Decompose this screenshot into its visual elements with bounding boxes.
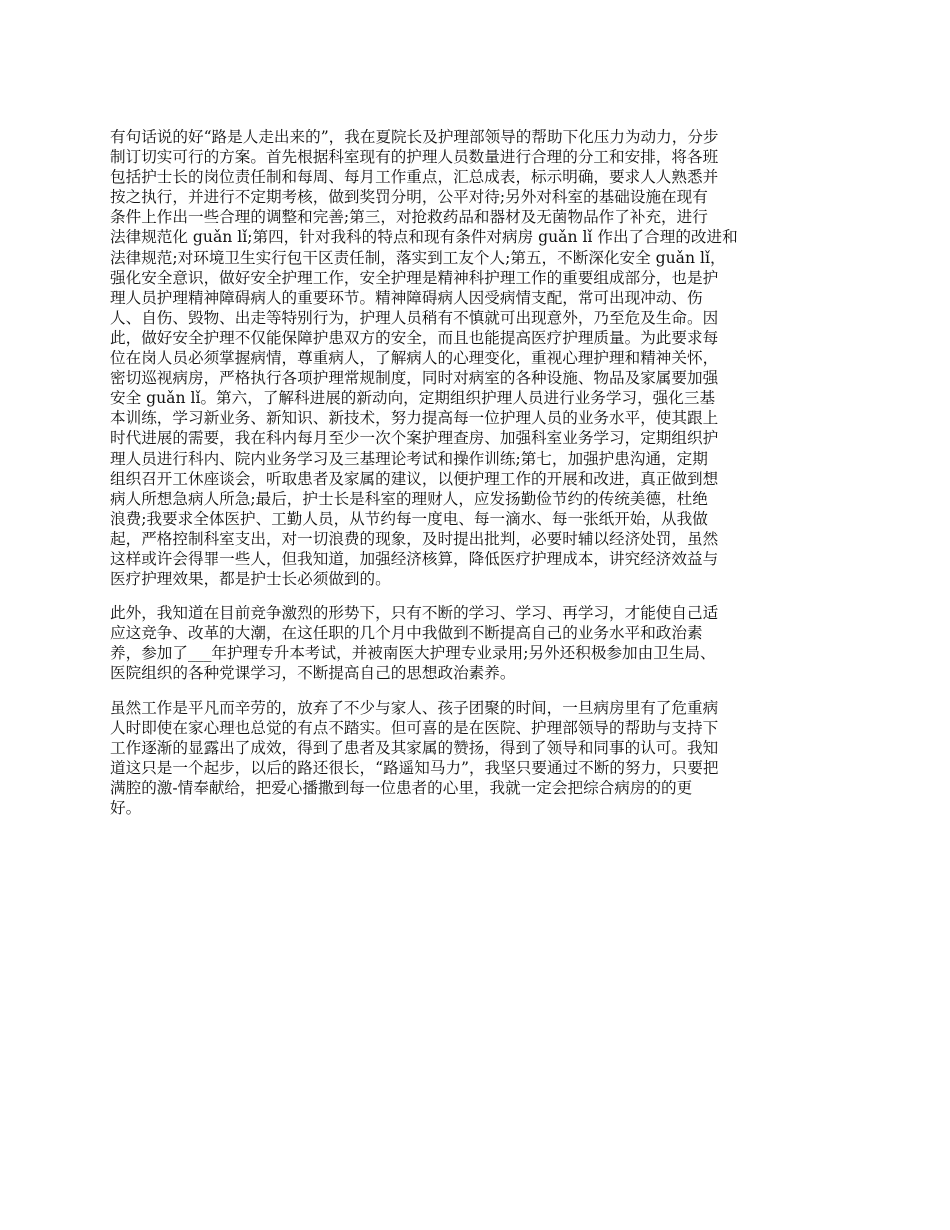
paragraph-conclusion: 虽然工作是平凡而辛劳的，放弃了不少与家人、孩子团聚的时间，一旦病房里有了危重病 人时即使在家心理也总觉的有点不踏实。但可喜的是在医院、护理部领导的帮助与支持下 工作逐渐的显露出了成效，得到了患者及其家属的赞扬，得到了领导和同事的认可。我知 道这只是一个起步，以后的路还很长，“路遥知马力”，我坚只要通过不断的努力，只要把 满腔的激-情奉献给，把爱心播撒到每一位患者的心里，我就一定会把综合病房的的更 好。	[110, 698, 719, 817]
paragraph-management-plan: 有句话说的好“路是人走出来的”，我在夏院长及护理部领导的帮助下化压力为动力，分步 制订切实可行的方案。首先根据科室现有的护理人员数量进行合理的分工和安排，将各班 包括护士长的岗位责任制和每周、每月工作重点，汇总成表，标示明确，要求人人熟悉并 按之执行，并进行不定期考核，做到奖罚分明，公平对待;另外对科室的基础设施在现有 条件上作出一些合理的调整和完善;第三，对抢救药品和器材及无菌物品作了补充，进行 法律规范化 guǎn lǐ;第四，针对我科的特点和现有条件对病房 guǎn lǐ 作出了合理的改进和 法律规范;对环境卫生实行包干区责任制，落实到工友个人;第五，不断深化安全 guǎn lǐ， 强化安全意识，做好安全护理工作，安全护理是精神科护理工作的重要组成部分，也是护 理人员护理精神障碍病人的重要环节。精神障碍病人因受病情支配，常可出现冲动、伤 人、自伤、毁物、出走等特别行为，护理人员稍有不慎就可出现意外，乃至危及生命。因 此，做好安全护理不仅能保障护患双方的安全，而且也能提高医疗护理质量。为此要求每 位在岗人员必须掌握病情，尊重病人，了解病人的心理变化，重视心理护理和精神关怀， 密切巡视病房，严格执行各项护理常规制度，同时对病室的各种设施、物品及家属要加强 安全 guǎn lǐ。第六，了解科进展的新动向，定期组织护理人员进行业务学习，强化三基 本训练，学习新业务、新知识、新技术，努力提高每一位护理人员的业务水平，使其跟上 时代进展的需要，我在科内每月至少一次个案护理查房、加强科室业务学习，定期组织护 理人员进行科内、院内业务学习及三基理论考试和操作训练;第七，加强护患沟通，定期 组织召开工休座谈会，听取患者及家属的建议，以便护理工作的开展和改进，真正做到想 病人所想急病人所急;最后，护士长是科室的理财人，应发扬勤俭节约的传统美德，杜绝 浪费;我要求全体医护、工勤人员，从节约每一度电、每一滴水、每一张纸开始，从我做 起，严格控制科室支出，对一切浪费的现象，及时提出批判，必要时辅以经济处罚，虽然 这样或许会得罪一些人，但我知道，加强经济核算，降低医疗护理成本，讲究经济效益与 医疗护理效果，都是护士长必须做到的。	[110, 128, 738, 589]
paragraph-continuing-study: 此外，我知道在目前竞争激烈的形势下，只有不断的学习、学习、再学习，才能使自己适 应这竞争、改革的大潮，在这任职的几个月中我做到不断提高自己的业务水平和政治素 养，参加了___年护理专升本考试，并被南医大护理专业录用;另外还积极参加由卫生局、 医院组织的各种党课学习，不断提高自己的思想政治素养。	[110, 604, 719, 683]
document-body	[110, 127, 842, 832]
